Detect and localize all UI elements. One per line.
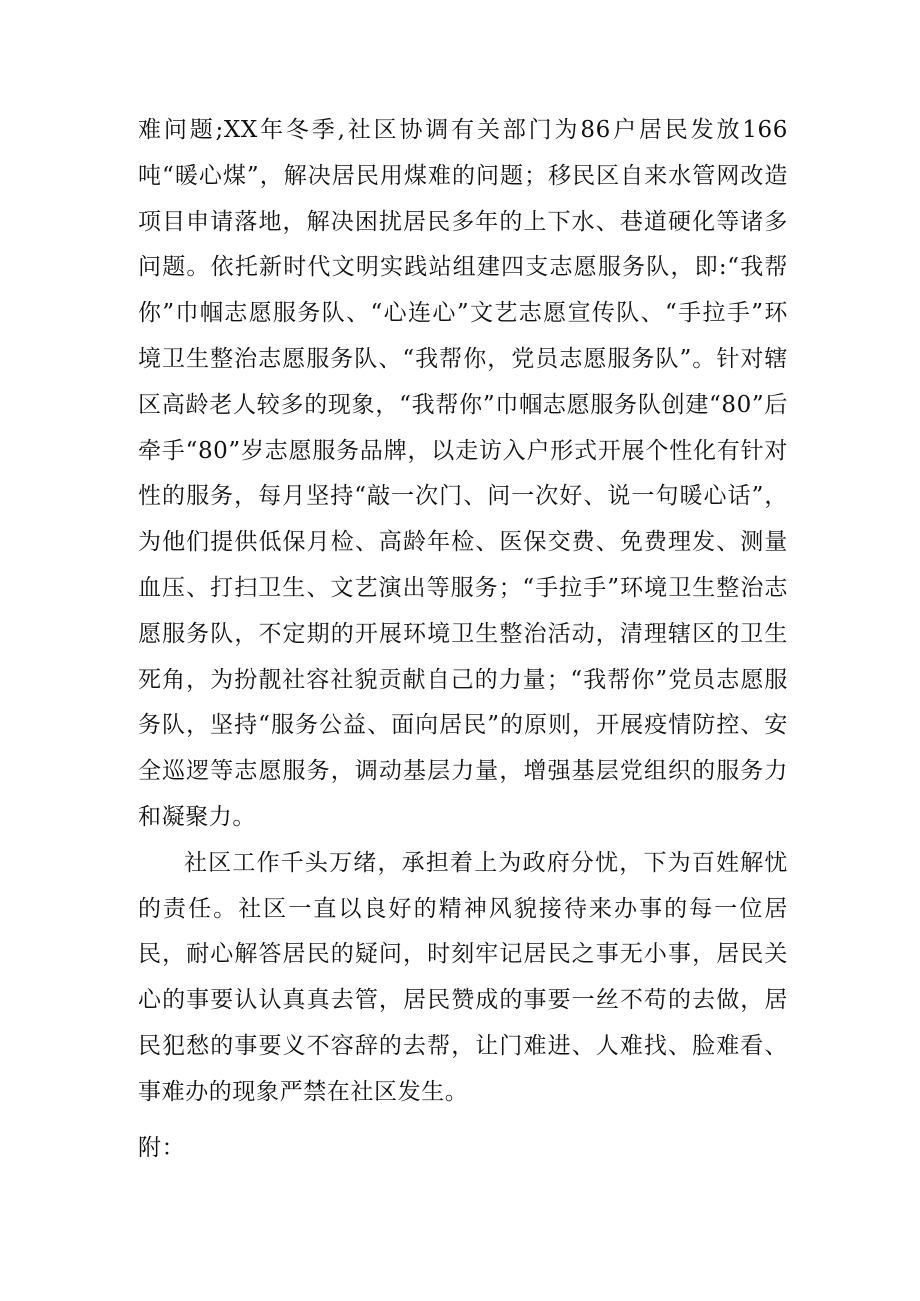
- paragraph-community-work: 社区工作千头万绪，承担着上为政府分忧，下为百姓解忧的责任。社区一直以良好的精神风貌接待来办事的每一位居民，耐心解答居民的疑问，时刻牢记居民之事无小事，居民关心的事要认认真真去管，居民赞成的事要一丝不苟的去做，居民犯愁的事要义不容辞的去帮，让门难进、人难找、脸难看、事难办的现象严禁在社区发生。: [138, 849, 788, 1105]
- document-body: [138, 108, 788, 1171]
- paragraph-volunteer-services: 难问题;XX年冬季,社区协调有关部门为86户居民发放166吨“暖心煤”，解决居民用煤难的问题；移民区自来水管网改造项目申请落地，解决困扰居民多年的上下水、巷道硬化等诸多问题。依托新时代文明实践站组建四支志愿服务队，即:“我帮你”巾帼志愿服务队、“心连心”文艺志愿宣传队、“手拉手”环境卫生整治志愿服务队、“我帮你，党员志愿服务队”。针对辖区高龄老人较多的现象，“我帮你”巾帼志愿服务队创建“80”后牵手“80”岁志愿服务品牌，以走访入户形式开展个性化有针对性的服务，每月坚持“敲一次门、问一次好、说一句暖心话”，为他们提供低保月检、高龄年检、医保交费、免费理发、测量血压、打扫卫生、文艺演出等服务；“手拉手”环境卫生整治志愿服务队，不定期的开展环境卫生整治活动，清理辖区的卫生死角，为扮靓社容社貌贡献自己的力量；“我帮你”党员志愿服务队，坚持“服务公益、面向居民”的原则，开展疫情防控、安全巡逻等志愿服务，调动基层力量，增强基层党组织的服务力和凝聚力。: [138, 117, 788, 830]
- appendix-label: 附：: [138, 1134, 186, 1161]
